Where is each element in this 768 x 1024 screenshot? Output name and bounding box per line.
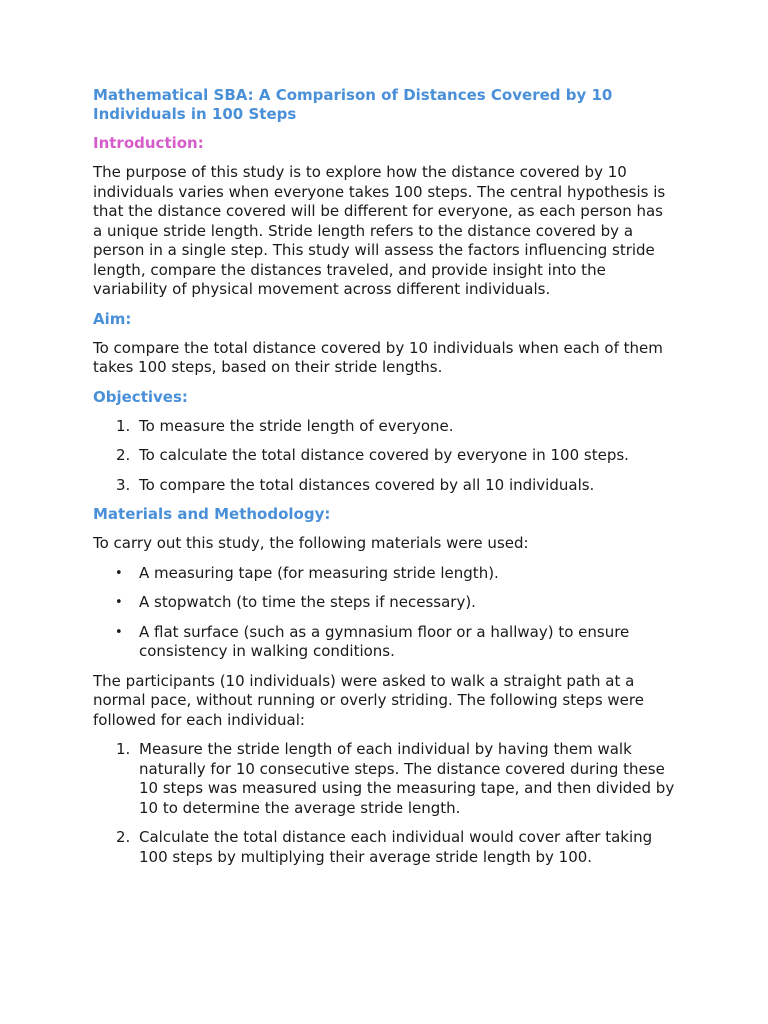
document-title: Mathematical SBA: A Comparison of Distances Covered by 10 Individuals in 100 Steps <box>93 86 613 123</box>
procedure-step <box>93 828 675 867</box>
procedure-step-text: Calculate the total distance each individual would cover after taking 100 steps by multiplying their average stride length by 100. <box>139 828 653 866</box>
introduction-heading: Introduction: <box>93 134 204 152</box>
material-text: A measuring tape (for measuring stride length). <box>139 563 499 582</box>
list-marker: 2. <box>116 446 131 464</box>
objective-text: To compare the total distances covered by all 10 individuals. <box>139 475 595 494</box>
bullet-marker: • <box>115 624 123 640</box>
procedure-step-text: Measure the stride length of each individual by having them walk naturally for 10 consecutive steps. The distance covered during these 10 steps was measured using the measuring tape, and then divided by 10 to determine the average stride length. <box>139 740 675 817</box>
aim-paragraph: To compare the total distance covered by 10 individuals when each of them takes 100 steps, based on their stride lengths. <box>93 338 663 376</box>
objective-item <box>93 476 675 496</box>
list-marker: 3. <box>116 475 131 494</box>
objective-text: To calculate the total distance covered by everyone in 100 steps. <box>139 446 629 464</box>
list-marker: 1. <box>116 740 131 758</box>
objectives-heading: Objectives: <box>93 387 188 406</box>
introduction-paragraph: The purpose of this study is to explore how the distance covered by 10 individuals varies when everyone takes 100 steps. The central hypothesis is that the distance covered will be different for everyone, as each person has a unique stride length. Stride length refers to the distance covered by a person in a single step. This study will assess the factors influencing stride length, compare the distances traveled, and provide insight into the variability of physical movement across different individuals. <box>93 163 666 298</box>
procedure-step <box>93 740 675 818</box>
material-text: A stopwatch (to time the steps if necessary). <box>139 593 476 611</box>
material-item <box>93 623 675 662</box>
aim-heading: Aim: <box>93 309 132 328</box>
list-marker: 1. <box>116 416 131 435</box>
procedure-steps-list <box>93 740 675 867</box>
list-marker: 2. <box>116 828 131 846</box>
bullet-marker: • <box>115 595 123 610</box>
objective-text: To measure the stride length of everyone. <box>139 416 454 435</box>
materials-heading: Materials and Methodology: <box>93 505 331 523</box>
objective-item <box>93 446 675 466</box>
objectives-list <box>93 417 675 496</box>
objective-item <box>93 417 675 437</box>
materials-intro: To carry out this study, the following materials were used: <box>93 534 529 552</box>
materials-list <box>93 564 675 662</box>
material-item <box>93 564 675 584</box>
material-item <box>93 593 675 613</box>
material-text: A flat surface (such as a gymnasium floor or a hallway) to ensure consistency in walking conditions. <box>139 622 630 660</box>
procedure-intro: The participants (10 individuals) were asked to walk a straight path at a normal pace, without running or overly striding. The following steps were followed for each individual: <box>93 671 644 729</box>
bullet-marker: • <box>115 565 123 581</box>
